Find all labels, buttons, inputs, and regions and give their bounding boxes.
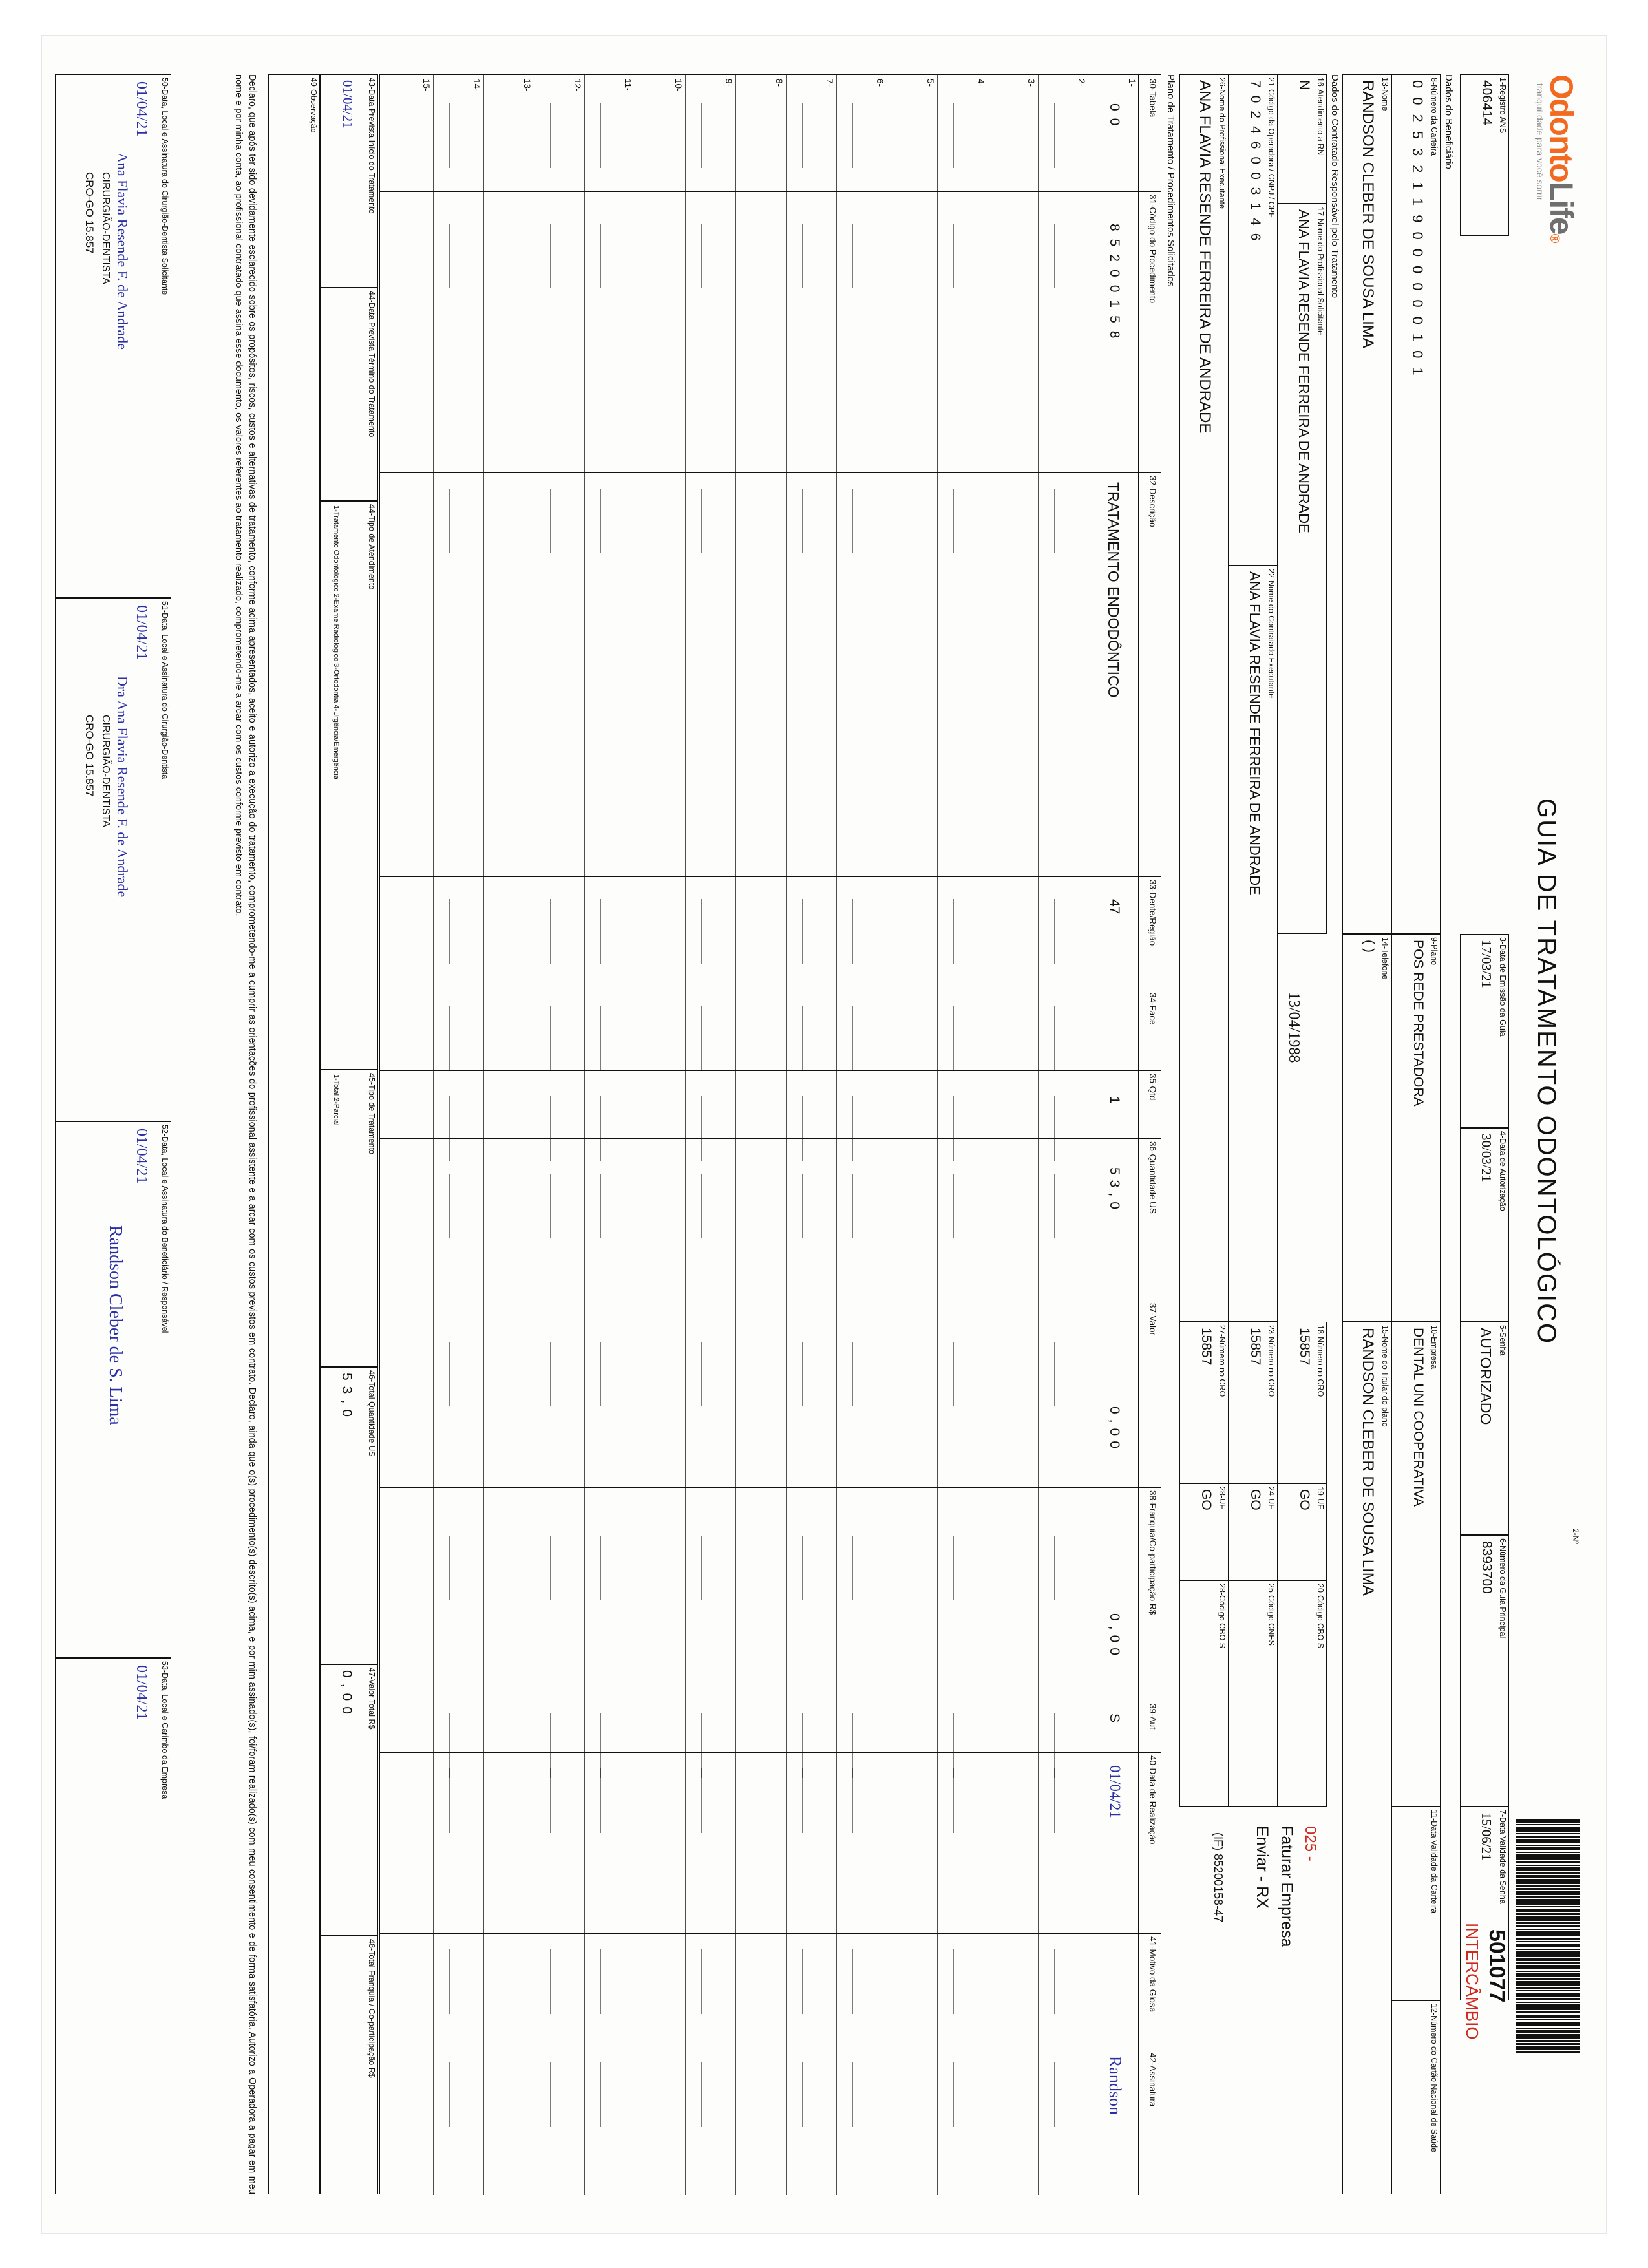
field-numero-carteira[interactable]: 8-Número da Carteira 002532119000000101: [1391, 74, 1441, 934]
cell-data-realizacao: 01/04/21: [1107, 1765, 1123, 1818]
entry-guide: [701, 1174, 702, 1238]
entry-guide: [852, 1536, 853, 1600]
table-row[interactable]: [786, 75, 836, 2195]
table-row[interactable]: 1- 00 85200158 TRATAMENTO ENDODÔNTICO 47 1 53,0 0,00 0,00 S 01/04/21 Randson: [1105, 78, 1137, 2115]
entry-guide: [852, 224, 853, 288]
field-senha[interactable]: 5-Senha AUTORIZADO: [1460, 1322, 1509, 1535]
field-contratado-executante[interactable]: 22-Nome do Contratado Executante ANA FLAVIA RESENDE FERREIRA DE ANDRADE: [1229, 566, 1278, 1322]
procedures-table[interactable]: 30-Tabela 31-Código do Procedimento 32-Descrição 33-Dente/Região 34-Face 35-Qtd 36-Quantidade US 37-Valor 38-Franquia/Co-participação R$ 39-Aut 40-Data de Realização 41-Motivo da Glosa 42-Assinatura 1- 00 85200158 TRATAMENTO ENDODÔNTICO 47 1 53,0 0,00 0,00 S 01/04/21 Randson 2- 3- 4- 5- 6- 7- 8- 9- 10- 11- 12- 13- 14- 15-: [379, 74, 1161, 2194]
stamp-line1: Faturar Empresa: [1278, 1825, 1296, 1947]
row-index: 6-: [875, 78, 885, 87]
entry-guide: [802, 224, 803, 288]
entry-guide: [1054, 103, 1055, 168]
entry-guide: [1054, 1096, 1055, 1161]
entry-guide: [953, 1536, 954, 1600]
entry-guide: [550, 1536, 551, 1600]
entry-guide: [802, 1006, 803, 1070]
entry-guide: [1054, 1536, 1055, 1600]
cell-codigo: 85200158: [1107, 223, 1122, 346]
entry-guide: [802, 1768, 803, 1833]
entry-guide: [953, 224, 954, 288]
numero-carteira-value: 002532119000000101: [1410, 79, 1426, 385]
senha-value: AUTORIZADO: [1477, 1327, 1494, 1425]
codigo-operadora-value: 70246003146: [1248, 79, 1263, 248]
guia-principal-value: 8393700: [1479, 1540, 1494, 1594]
field-exec-cbos[interactable]: 28-Código CBO S: [1179, 1580, 1229, 1807]
field-cns[interactable]: 12-Número do Cartão Nacional de Saúde: [1391, 2000, 1441, 2194]
signature-date: 01/04/21: [133, 81, 150, 136]
cnpj-stamp: (IF) 85200158-47: [1212, 1832, 1225, 1922]
signature-block-empresa[interactable]: 53-Data, Local e Carimbo da Empresa 01/04/21: [55, 1658, 171, 2194]
page-title: GUIA DE TRATAMENTO ODONTOLÓGICO: [1532, 798, 1561, 1344]
data-autorizacao-value: 30/03/21: [1479, 1133, 1494, 1182]
entry-guide: [852, 2062, 853, 2127]
entry-guide: [600, 1342, 601, 1406]
exec-cro-numero-value: 15857: [1248, 1327, 1263, 1365]
row-index: 13-: [522, 78, 532, 92]
table-row[interactable]: [433, 75, 483, 2195]
row-index: 2-: [1077, 78, 1086, 87]
row-index: 4-: [976, 78, 986, 87]
entry-guide: [701, 1342, 702, 1406]
entry-guide: [802, 1174, 803, 1238]
col-franquia: Franquia/Co-participação R$: [1148, 1503, 1157, 1615]
entry-guide: [701, 1096, 702, 1161]
entry-guide: [449, 2062, 450, 2127]
entry-guide: [701, 2062, 702, 2127]
signature-cro: CRO-GO 15.857: [83, 714, 96, 797]
entry-guide: [701, 489, 702, 553]
row-index: 7-: [825, 78, 834, 87]
row-index: 9-: [724, 78, 734, 87]
table-row[interactable]: [836, 75, 887, 2195]
field-exec-cro-uf[interactable]: 24-UF GO: [1229, 1483, 1278, 1580]
entry-guide: [701, 899, 702, 964]
entry-guide: [701, 1536, 702, 1600]
col-face: Face: [1148, 1005, 1157, 1025]
field-tipo-atendimento[interactable]: 44-Tipo de Atendimento 1-Tratamento Odontológico 2-Exame Radiológico 3-Ortodontia 4-Urgência/Emergência: [320, 501, 378, 1070]
field-exec-cro[interactable]: 27-Número no CRO 15857: [1179, 1322, 1229, 1483]
entry-guide: [701, 1949, 702, 2014]
row-index: 3-: [1026, 78, 1036, 87]
entry-guide: [953, 1949, 954, 2014]
entry-guide: [449, 1768, 450, 1833]
entry-guide: [550, 1096, 551, 1161]
entry-guide: [953, 899, 954, 964]
entry-guide: [1054, 2062, 1055, 2127]
profissional-solicitante-value: ANA FLAVIA RESENDE FERREIRA DE ANDRADE: [1296, 209, 1312, 533]
form-number-marker: 2-Nº: [1571, 1528, 1580, 1544]
table-row[interactable]: [584, 75, 635, 2195]
field-valor-total[interactable]: 47-Valor Total R$ 0,00: [320, 1664, 378, 1936]
entry-guide: [802, 2062, 803, 2127]
cell-aut: S: [1107, 1713, 1122, 1722]
validade-senha-value: 15/06/21: [1479, 1812, 1494, 1861]
entry-guide: [953, 1768, 954, 1833]
entry-guide: [1054, 899, 1055, 964]
row-index: 15-: [421, 78, 431, 92]
entry-guide: [802, 1536, 803, 1600]
field-validade-senha[interactable]: 7-Data Validade da Senha 15/06/21: [1460, 1807, 1509, 2000]
entry-guide: [852, 899, 853, 964]
field-exec-uf[interactable]: 28-UF GO: [1179, 1483, 1229, 1580]
row-index: 8-: [774, 78, 784, 87]
entry-guide: [449, 224, 450, 288]
barcode-number: 501077: [1484, 1929, 1509, 2002]
entry-guide: [953, 1174, 954, 1238]
entry-guide: [852, 1006, 853, 1070]
atendimento-rn-value: N: [1297, 79, 1312, 90]
table-row[interactable]: [988, 75, 1038, 2195]
entry-guide: [852, 103, 853, 168]
entry-guide: [449, 1342, 450, 1406]
cell-assinatura: Randson: [1106, 2055, 1125, 2115]
entry-guide: [802, 899, 803, 964]
col-assinatura: Assinatura: [1148, 2065, 1157, 2106]
row-index: 11-: [623, 78, 633, 91]
entry-guide: [802, 1096, 803, 1161]
table-row[interactable]: [635, 75, 685, 2195]
entry-guide: [701, 1006, 702, 1070]
entry-guide: [600, 103, 601, 168]
stamp-faturar: [1250, 1826, 1322, 1947]
valor-total-value: 0,00: [339, 1669, 354, 1720]
entry-guide: [802, 103, 803, 168]
entry-guide: [1054, 1768, 1055, 1833]
field-observacao[interactable]: 49-Observação: [268, 74, 320, 2194]
brand-logo: OdontoLife® tranquilidade para você sorrir: [1535, 74, 1579, 242]
cell-descricao: TRATAMENTO ENDODÔNTICO: [1105, 482, 1122, 697]
field-registro-ans[interactable]: 1-Registro ANS 406414: [1460, 74, 1509, 236]
section-beneficiario: Dados do Beneficiário: [1443, 74, 1454, 169]
row-index: 10-: [673, 78, 683, 92]
table-row[interactable]: [735, 75, 786, 2195]
field-atendimento-rn[interactable]: 16-Atendimento a RN N: [1278, 74, 1327, 204]
col-descricao: Descrição: [1148, 488, 1157, 527]
field-validade-carteira[interactable]: 11-Data Validade da Carteira: [1391, 1807, 1441, 2000]
col-valor: Valor: [1148, 1315, 1157, 1335]
signature-name: Randson Cleber de S. Lima: [105, 1225, 125, 1425]
entry-guide: [449, 899, 450, 964]
plano-value: POS REDE PRESTADORA: [1411, 939, 1426, 1106]
cro-numero-value: 15857: [1297, 1327, 1312, 1365]
cell-franquia: 0,00: [1107, 1613, 1122, 1660]
entry-guide: [1054, 489, 1055, 553]
field-profissional-executante[interactable]: 26-Nome do Profissional Executante ANA FLAVIA RESENDE FERREIRA DE ANDRADE: [1179, 74, 1229, 1322]
table-row[interactable]: [937, 75, 988, 2195]
field-total-franquia[interactable]: 48-Total Franquia / Co-participação R$: [320, 1936, 378, 2194]
signature-name: Dra Ana Flavia Resende F. de Andrade: [114, 675, 131, 897]
field-data-autorizacao[interactable]: 4-Data de Autorização 30/03/21: [1460, 1128, 1509, 1322]
tipo-atendimento-options: 1-Tratamento Odontológico 2-Exame Radiológico 3-Ortodontia 4-Urgência/Emergência: [332, 505, 340, 779]
cell-qtd-us: 53,0: [1107, 1167, 1122, 1214]
entry-guide: [449, 1536, 450, 1600]
col-motivo-glosa: Motivo da Glosa: [1148, 1949, 1157, 2012]
entry-guide: [550, 489, 551, 553]
entry-guide: [550, 1342, 551, 1406]
signature-block-dentista[interactable]: 51-Data, Local e Assinatura do Cirurgião-Dentista 01/04/21 Dra Ana Flavia Resende F. de Andrade CIRURGIÃO-DENTISTA CRO-GO 15.857: [55, 598, 171, 1121]
entry-guide: [953, 2062, 954, 2127]
entry-guide: [600, 1174, 601, 1238]
signature-role: CIRURGIÃO-DENTISTA: [100, 171, 111, 284]
entry-guide: [852, 1949, 853, 2014]
signature-block-solicitante[interactable]: 50-Data, Local e Assinatura do Cirurgião-Dentista Solicitante 01/04/21 Ana Flavia Resende F. de Andrade CIRURGIÃO-DENTISTA CRO-GO 15.857: [55, 74, 171, 598]
signature-block-beneficiario[interactable]: 52-Data, Local e Assinatura do Beneficiário / Responsável 01/04/21 Randson Cleber de S. Lima: [55, 1121, 171, 1658]
col-data-realizacao: Data de Realização: [1148, 1768, 1157, 1844]
entry-guide: [600, 2062, 601, 2127]
entry-guide: [449, 1949, 450, 2014]
row-index: 12-: [573, 78, 582, 92]
tipo-tratamento-options: 1-Total 2-Parcial: [332, 1074, 340, 1125]
col-dente: Dente/Região: [1148, 892, 1157, 946]
entry-guide: [600, 1006, 601, 1070]
declaration-text: Declaro, que após ter sido devidamente esclarecido sobre os propósitos, riscos, custos e alternativas de tratamento, conforme acima apresentados, aceito e autorizo a execução do tratamento, comprometendo-me a cumprir as orientações do profissional assistente e a arcar com os custos previstos em contrato. Declaro, ainda que o(s) procedimento(s) descrito(s) acima, e por mim assinado(s), foi/foram realizado(s) com meu consentimento e de forma satisfatória. Autorizo a Operadora a pagar em meu nome e por minha conta, ao profissional contratado que assina esse documento, os valores referentes ao tratamento realizado, comprometendo-me a arcar com os custos conforme previsto em contrato.: [233, 74, 257, 2194]
data-emissao-value: 17/03/21: [1479, 939, 1494, 988]
stamp-code: 025 -: [1302, 1825, 1319, 1861]
entry-guide: [449, 1174, 450, 1238]
entry-guide: [550, 1174, 551, 1238]
field-cbos[interactable]: 20-Código CBO S: [1278, 1580, 1327, 1807]
registro-ans-value: 406414: [1479, 79, 1494, 125]
empresa-value: DENTAL UNI COOPERATIVA: [1411, 1327, 1426, 1507]
field-profissional-solicitante[interactable]: 17-Nome do Profissional Solicitante ANA FLAVIA RESENDE FERREIRA DE ANDRADE: [1278, 204, 1327, 934]
intercambio-label: INTERCÂMBIO: [1463, 1922, 1482, 2040]
cell-valor: 0,00: [1107, 1406, 1122, 1454]
entry-guide: [600, 489, 601, 553]
entry-guide: [701, 103, 702, 168]
signature-date: 01/04/21: [133, 1128, 150, 1183]
exec-uf-value: GO: [1199, 1489, 1214, 1510]
table-row[interactable]: [483, 75, 534, 2195]
exec-cro-uf-value: GO: [1248, 1489, 1263, 1510]
table-row[interactable]: [534, 75, 584, 2195]
entry-guide: [953, 1096, 954, 1161]
field-data-termino[interactable]: 44-Data Prevista Término do Tratamento: [320, 288, 378, 501]
entry-guide: [600, 1096, 601, 1161]
entry-guide: [852, 1096, 853, 1161]
entry-guide: [550, 103, 551, 168]
signature-cro: CRO-GO 15.857: [83, 171, 96, 254]
field-total-us[interactable]: 46-Total Quantidade US 53,0: [320, 1367, 378, 1664]
entry-guide: [953, 489, 954, 553]
row-index: 5-: [925, 78, 935, 87]
entry-guide: [550, 2062, 551, 2127]
entry-guide: [1054, 1174, 1055, 1238]
entry-guide: [802, 1949, 803, 2014]
entry-guide: [953, 103, 954, 168]
data-inicio-value: 01/04/21: [340, 79, 355, 129]
cell-tabela: 00: [1107, 103, 1122, 132]
entry-guide: [550, 224, 551, 288]
brand-main: Odonto: [1543, 74, 1579, 182]
entry-guide: [449, 1006, 450, 1070]
exec-cro-value: 15857: [1199, 1327, 1214, 1365]
row-index: 14-: [472, 78, 481, 92]
field-data-emissao[interactable]: 3-Data de Emissão da Guia 17/03/21: [1460, 934, 1509, 1128]
barcode: [1516, 1819, 1580, 2156]
entry-guide: [953, 1342, 954, 1406]
entry-guide: [550, 899, 551, 964]
entry-guide: [802, 489, 803, 553]
table-row[interactable]: [685, 75, 735, 2195]
entry-guide: [600, 1949, 601, 2014]
signature-role: CIRURGIÃO-DENTISTA: [100, 714, 111, 827]
cell-dente: 47: [1107, 898, 1122, 914]
signature-date: 01/04/21: [133, 604, 150, 660]
contratado-executante-value: ANA FLAVIA RESENDE FERREIRA DE ANDRADE: [1247, 571, 1263, 895]
field-cro-uf[interactable]: 19-UF GO: [1278, 1483, 1327, 1580]
field-telefone[interactable]: 14-Telefone ( ): [1342, 934, 1391, 1322]
signature-date: 01/04/21: [133, 1664, 150, 1720]
telefone-value: ( ): [1362, 939, 1377, 953]
brand-sub: Life: [1543, 181, 1579, 234]
field-plano[interactable]: 9-Plano POS REDE PRESTADORA: [1391, 934, 1441, 1322]
entry-guide: [550, 1949, 551, 2014]
field-titular-plano[interactable]: 15-Nome do Titular do plano RANDSON CLEBER DE SOUSA LIMA: [1342, 1322, 1391, 2194]
field-cro-numero[interactable]: 18-Número no CRO 15857: [1278, 1322, 1327, 1483]
field-exec-cro-numero[interactable]: 23-Número no CRO 15857: [1229, 1322, 1278, 1483]
entry-guide: [852, 1342, 853, 1406]
entry-guide: [1054, 224, 1055, 288]
table-row[interactable]: [1038, 75, 1088, 2195]
signature-name: Ana Flavia Resende F. de Andrade: [114, 152, 131, 350]
entry-guide: [1054, 1342, 1055, 1406]
entry-guide: [852, 1174, 853, 1238]
entry-guide: [449, 103, 450, 168]
table-row[interactable]: [887, 75, 937, 2195]
dental-treatment-form: [42, 36, 1606, 2233]
entry-guide: [550, 1006, 551, 1070]
col-aut: Aut: [1148, 1716, 1157, 1730]
entry-guide: [701, 1768, 702, 1833]
entry-guide: [449, 489, 450, 553]
col-qtd: Qtd: [1148, 1086, 1157, 1100]
field-tipo-tratamento[interactable]: 45-Tipo de Tratamento 1-Total 2-Parcial: [320, 1070, 378, 1367]
nome-beneficiario-value: RANDSON CLEBER DE SOUSA LIMA: [1359, 79, 1377, 348]
entry-guide: [802, 1342, 803, 1406]
field-nome-beneficiario[interactable]: 13-Nome RANDSON CLEBER DE SOUSA LIMA: [1342, 74, 1391, 934]
entry-guide: [600, 224, 601, 288]
entry-guide: [600, 1536, 601, 1600]
total-us-value: 53,0: [339, 1372, 354, 1423]
entry-guide: [1054, 1006, 1055, 1070]
field-data-inicio[interactable]: 43-Data Prevista Início do Tratamento 01/04/21: [320, 74, 378, 288]
cro-uf-value: GO: [1297, 1489, 1312, 1510]
table-row[interactable]: [383, 75, 433, 2195]
section-contratado: Dados do Contratado Responsável pelo Tratamento: [1329, 74, 1340, 298]
field-cnes[interactable]: 25-Código CNES: [1229, 1580, 1278, 1807]
col-codigo: Código do Procedimento: [1148, 207, 1157, 303]
brand-tagline: tranquilidade para você sorrir: [1535, 83, 1545, 200]
profissional-executante-value: ANA FLAVIA RESENDE FERREIRA DE ANDRADE: [1196, 79, 1214, 433]
entry-guide: [600, 1768, 601, 1833]
entry-guide: [550, 1768, 551, 1833]
section-procedimentos: Plano de Tratamento / Procedimentos Solicitados: [1165, 74, 1176, 287]
entry-guide: [600, 899, 601, 964]
entry-guide: [1054, 1949, 1055, 2014]
birth-date-value: 13/04/1988: [1285, 991, 1302, 1063]
entry-guide: [852, 1768, 853, 1833]
entry-guide: [449, 1096, 450, 1161]
field-guia-principal[interactable]: 6-Número da Guia Principal 8393700: [1460, 1535, 1509, 1807]
entry-guide: [852, 489, 853, 553]
entry-guide: [701, 224, 702, 288]
cell-qtd: 1: [1107, 1096, 1122, 1104]
field-empresa[interactable]: 10-Empresa DENTAL UNI COOPERATIVA: [1391, 1322, 1441, 1807]
stamp-line2: Enviar - RX: [1253, 1825, 1272, 1909]
entry-guide: [953, 1006, 954, 1070]
col-qtd-us: Quantidade US: [1148, 1154, 1157, 1214]
col-tabela: Tabela: [1148, 91, 1157, 117]
titular-plano-value: RANDSON CLEBER DE SOUSA LIMA: [1359, 1327, 1377, 1596]
field-codigo-operadora[interactable]: 21-Código da Operadora / CNPJ / CPF 70246003146: [1229, 74, 1278, 566]
